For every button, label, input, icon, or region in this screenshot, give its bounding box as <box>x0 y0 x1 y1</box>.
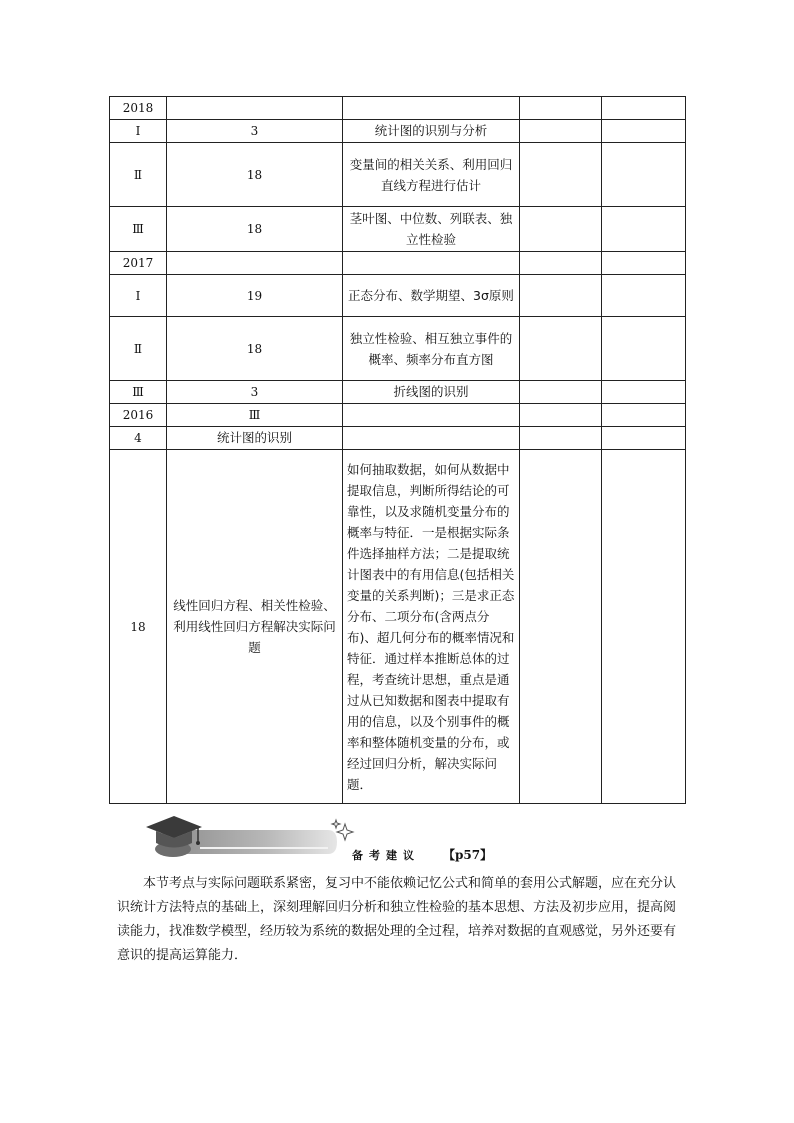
cell-empty <box>520 120 602 143</box>
cell-paper: Ⅰ <box>110 275 167 317</box>
cell-paper: Ⅲ <box>110 207 167 252</box>
cell-topic: 线性回归方程、相关性检验、利用线性回归方程解决实际问题 <box>167 450 343 804</box>
cell <box>343 427 520 450</box>
cell-paper: Ⅱ <box>110 143 167 207</box>
cell-empty <box>602 427 686 450</box>
cell-topic: 统计图的识别与分析 <box>343 120 520 143</box>
cell-topic: 茎叶图、中位数、列联表、独立性检验 <box>343 207 520 252</box>
cell-empty <box>602 97 686 120</box>
cell-empty <box>520 381 602 404</box>
cell-empty <box>520 207 602 252</box>
cell-empty <box>520 97 602 120</box>
cell-empty <box>602 252 686 275</box>
table-row <box>110 381 686 404</box>
cell-paper: Ⅱ <box>110 317 167 381</box>
cell-score: 3 <box>167 381 343 404</box>
advice-paragraph: 本节考点与实际问题联系紧密，复习中不能依赖记忆公式和简单的套用公式解题，应在充分认识统计方法特点的基础上，深刻理解回归分析和独立性检验的基本思想、方法及初步应用，提高阅读能力，找准数学模型，经历较为系统的数据处理的全过程，培养对数据的直观感觉，另外还要有意识的提高运算能力． <box>117 876 677 963</box>
cell <box>343 404 520 427</box>
cell-empty <box>602 317 686 381</box>
cell-year: 2018 <box>110 97 167 120</box>
cell <box>343 97 520 120</box>
cell-empty <box>602 404 686 427</box>
exam-analysis-table <box>109 96 686 804</box>
cell-topic: 折线图的识别 <box>343 381 520 404</box>
cell-empty <box>520 450 602 804</box>
page-reference: 【p57】 <box>443 848 493 862</box>
cell-topic: 变量间的相关关系、利用回归直线方程进行估计 <box>343 143 520 207</box>
table-row <box>110 143 686 207</box>
cell-paper: Ⅰ <box>110 120 167 143</box>
cell-score: 3 <box>167 120 343 143</box>
cell-empty <box>602 143 686 207</box>
cell-empty <box>602 275 686 317</box>
cell-score: 18 <box>110 450 167 804</box>
cell-topic: 独立性检验、相互独立事件的概率、频率分布直方图 <box>343 317 520 381</box>
cell <box>167 252 343 275</box>
cell-empty <box>602 450 686 804</box>
cell-topic: 正态分布、数学期望、3σ原则 <box>343 275 520 317</box>
cell-paper: Ⅲ <box>167 404 343 427</box>
cell-score: 18 <box>167 207 343 252</box>
cell-year: 2016 <box>110 404 167 427</box>
cell <box>343 252 520 275</box>
table-row <box>110 317 686 381</box>
cell-score: 18 <box>167 317 343 381</box>
cell-empty <box>520 143 602 207</box>
cell <box>167 97 343 120</box>
cell-score: 18 <box>167 143 343 207</box>
cell-year: 2017 <box>110 252 167 275</box>
table-row <box>110 404 686 427</box>
cell-paper: Ⅲ <box>110 381 167 404</box>
table-row <box>110 207 686 252</box>
cell-empty <box>602 120 686 143</box>
table-row <box>110 120 686 143</box>
cell-empty <box>520 404 602 427</box>
table-row <box>110 97 686 120</box>
cell-empty <box>520 317 602 381</box>
table-row <box>110 252 686 275</box>
table-row <box>110 427 686 450</box>
table-row <box>110 450 686 804</box>
cell-empty <box>602 381 686 404</box>
cell-analysis: 如何抽取数据，如何从数据中提取信息，判断所得结论的可靠性，以及求随机变量分布的概率与特征．一是根据实际条件选择抽样方法；二是提取统计图表中的有用信息(包括相关变量的关系判断)；三是求正态分布、二项分布(含两点分布)、超几何分布的概率情况和特征．通过样本推断总体的过程，考查统计思想，重点是通过从已知数据和图表中提取有用的信息，以及个别事件的概率和整体随机变量的分布，或经过回归分析，解决实际问题． <box>343 450 520 804</box>
cell-empty <box>520 427 602 450</box>
table-row <box>110 275 686 317</box>
cell-topic: 统计图的识别 <box>167 427 343 450</box>
cell-score: 19 <box>167 275 343 317</box>
section-title: 备考建议 <box>352 849 420 862</box>
cell-empty <box>602 207 686 252</box>
cell-empty <box>520 252 602 275</box>
cell-empty <box>520 275 602 317</box>
cell-score: 4 <box>110 427 167 450</box>
